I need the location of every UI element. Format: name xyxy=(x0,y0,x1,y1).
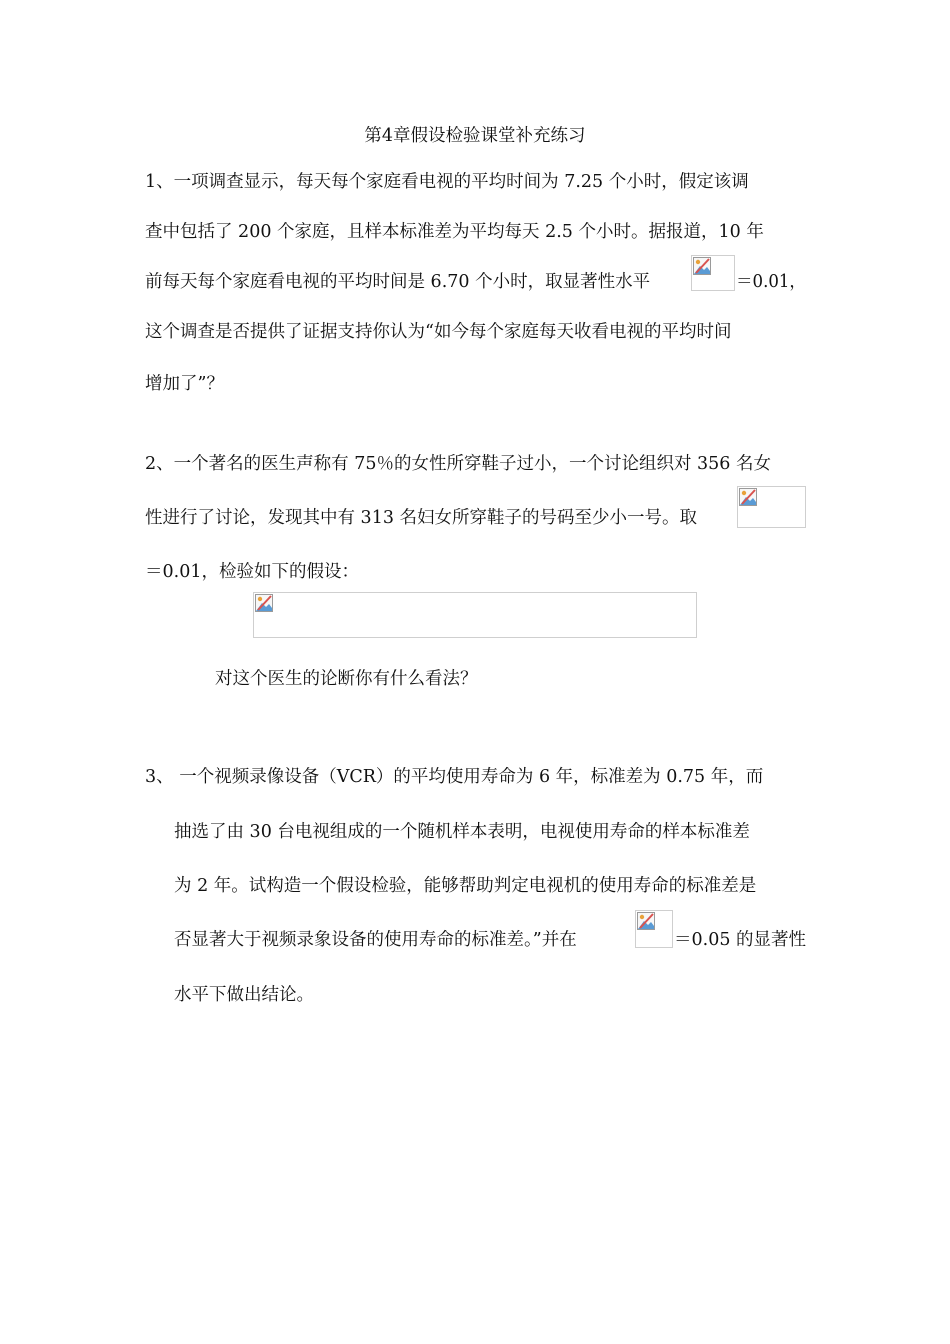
q3-line-3: 为 2 年。试构造一个假设检验，能够帮助判定电视机的使用寿命的标准差是 xyxy=(174,876,757,896)
q3-line-4b: ＝0.05 的显著性 xyxy=(674,930,807,950)
q3-line-4a: 否显著大于视频录象设备的使用寿命的标准差。”并在 xyxy=(174,930,577,950)
q1-line-1: 1、一项调查显示，每天每个家庭看电视的平均时间为 7.25 个小时，假定该调 xyxy=(145,172,749,192)
q1-line-3b: ＝0.01， xyxy=(736,272,806,292)
q2-line-3: ＝0.01，检验如下的假设： xyxy=(145,562,359,582)
page-title: 第4章假设检验课堂补充练习 xyxy=(364,126,586,146)
q1-line-3a: 前每天每个家庭看电视的平均时间是 6.70 个小时，取显著性水平 xyxy=(145,272,651,292)
broken-image-icon xyxy=(693,257,711,275)
q3-line-1: 3、 一个视频录像设备（VCR）的平均使用寿命为 6 年，标准差为 0.75 年，而 xyxy=(145,767,764,787)
q1-line-4: 这个调查是否提供了证据支持你认为“如今每个家庭每天收看电视的平均时间 xyxy=(145,322,732,342)
q3-line-5: 水平下做出结论。 xyxy=(174,985,314,1005)
q2-line-2: 性进行了讨论，发现其中有 313 名妇女所穿鞋子的号码至少小一号。取 xyxy=(145,508,698,528)
q3-line-2: 抽选了由 30 台电视组成的一个随机样本表明，电视使用寿命的样本标准差 xyxy=(174,822,750,842)
broken-image-icon xyxy=(637,912,655,930)
alpha-image-q2 xyxy=(737,486,806,528)
alpha-image-q3 xyxy=(635,910,673,948)
hypothesis-image xyxy=(253,592,697,638)
q1-line-2: 查中包括了 200 个家庭，且样本标准差为平均每天 2.5 个小时。据报道，10 年 xyxy=(145,222,764,242)
q2-line-4: 对这个医生的论断你有什么看法？ xyxy=(215,669,478,689)
broken-image-icon xyxy=(255,594,273,612)
alpha-image-q1 xyxy=(691,255,735,291)
q1-line-5: 增加了”？ xyxy=(145,374,224,394)
broken-image-icon xyxy=(739,488,757,506)
q2-line-1: 2、一个著名的医生声称有 75％的女性所穿鞋子过小，一个讨论组织对 356 名女 xyxy=(145,454,771,474)
